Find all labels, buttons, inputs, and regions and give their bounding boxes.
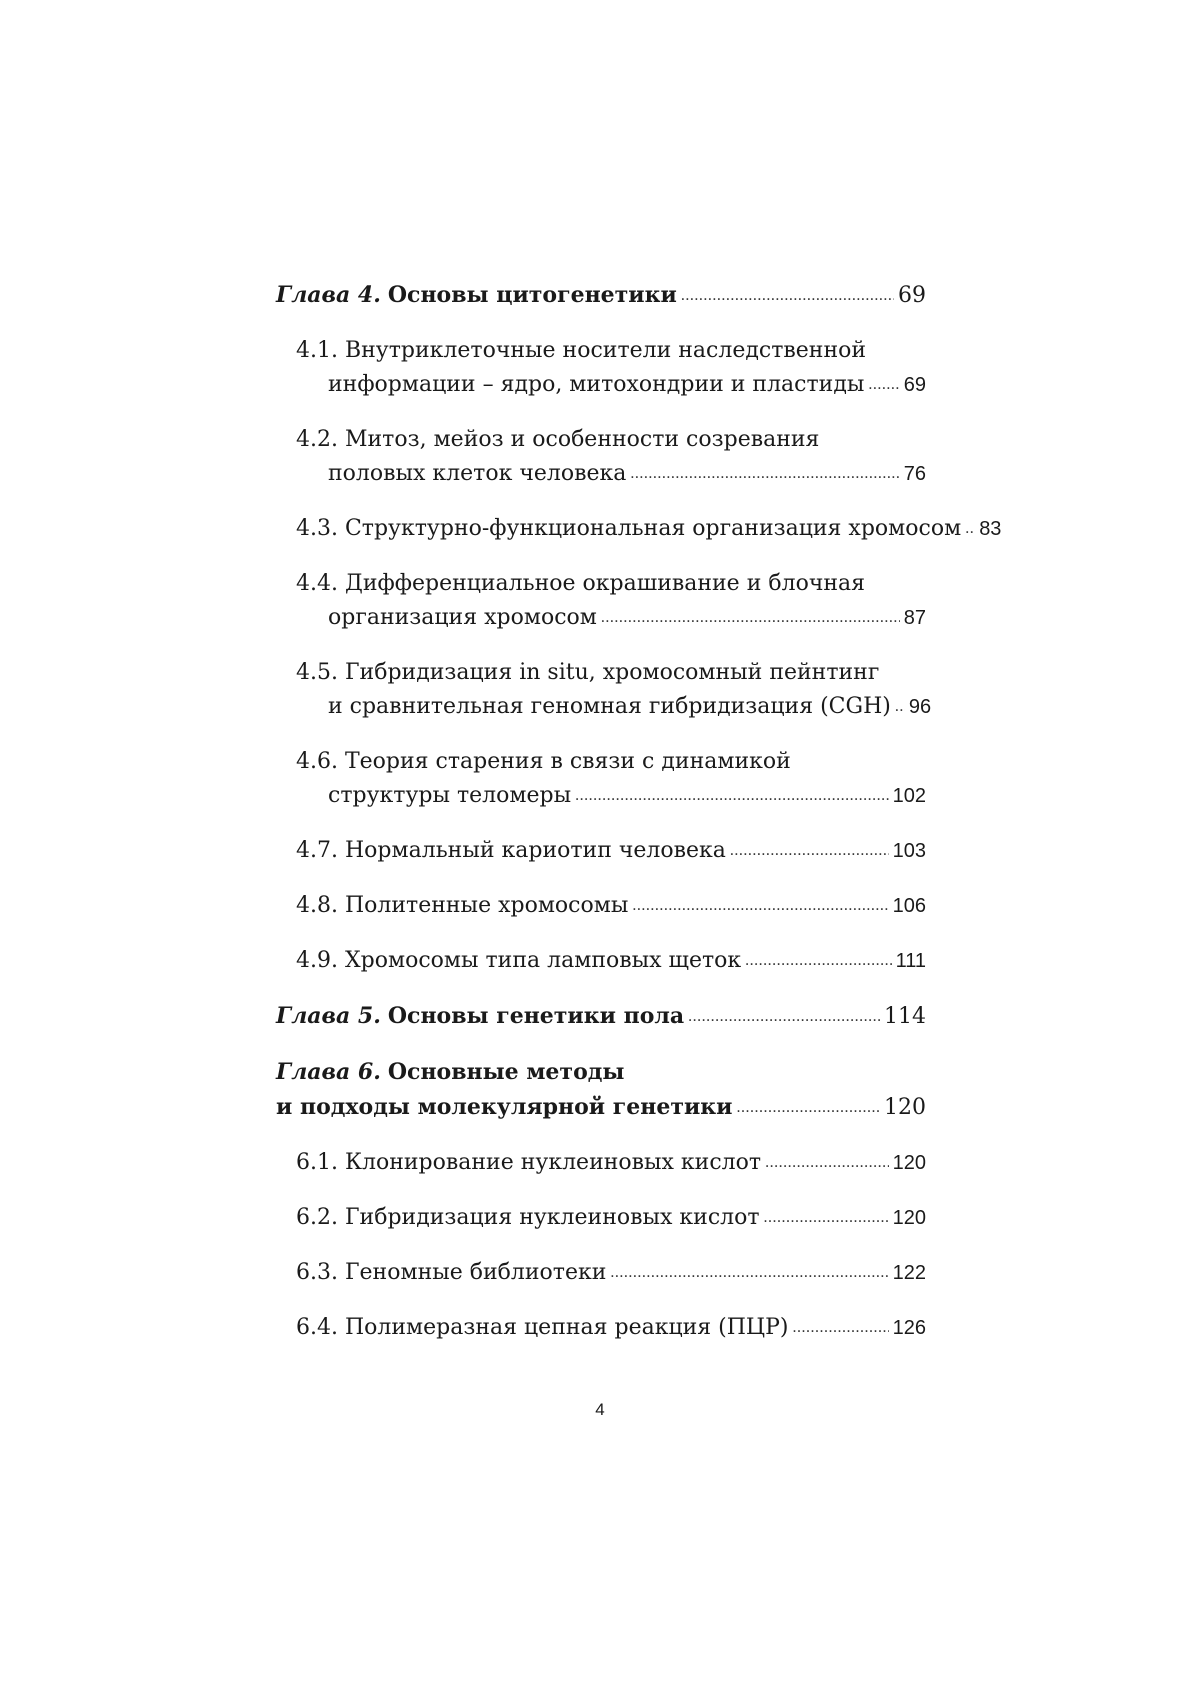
toc-section-4-4[interactable] xyxy=(276,567,926,637)
toc-section-4-2[interactable] xyxy=(276,423,926,493)
page-ref: 120 xyxy=(892,1152,926,1174)
section-title: 6.3. Геномные библиотеки xyxy=(296,1260,607,1285)
section-title-line1: 4.5. Гибридизация in situ, хромосомный пейнтинг xyxy=(296,660,880,685)
page-ref: 126 xyxy=(892,1317,926,1339)
dot-leader xyxy=(630,455,899,491)
page-ref: 69 xyxy=(898,283,926,308)
section-title-line1: 4.6. Теория старения в связи с динамикой xyxy=(296,749,791,774)
toc-chapter-6[interactable] xyxy=(276,1055,926,1127)
dot-leader xyxy=(730,832,889,868)
section-title-line2: и сравнительная геномная гибридизация (CGH) xyxy=(328,694,891,719)
page-ref: 96 xyxy=(908,696,932,718)
toc-chapter-5[interactable] xyxy=(276,999,926,1036)
chapter-label: Глава 5. xyxy=(276,1003,381,1029)
chapter-title-line2: и подходы молекулярной генетики xyxy=(276,1094,733,1120)
dot-leader xyxy=(575,777,889,813)
dot-leader xyxy=(868,366,899,402)
section-title: 6.1. Клонирование нуклеиновых кислот xyxy=(296,1150,762,1175)
dot-leader xyxy=(965,510,975,546)
dot-leader xyxy=(793,1309,889,1345)
toc-section-4-6[interactable] xyxy=(276,745,926,815)
section-title-line2: половых клеток человека xyxy=(328,461,627,486)
page-ref: 111 xyxy=(895,950,926,972)
section-title-line1: 4.1. Внутриклеточные носители наследственной xyxy=(296,338,867,363)
section-title-line2: структуры теломеры xyxy=(328,783,572,808)
dot-leader xyxy=(610,1254,888,1290)
section-title: 4.3. Структурно-функциональная организация хромосом xyxy=(296,516,962,541)
page-ref: 103 xyxy=(892,840,926,862)
toc-chapter-4[interactable] xyxy=(276,278,926,315)
section-title-line1: 4.2. Митоз, мейоз и особенности созревания xyxy=(296,427,820,452)
dot-leader xyxy=(601,599,900,635)
chapter-title: Основы цитогенетики xyxy=(387,282,677,308)
section-title: 4.9. Хромосомы типа ламповых щеток xyxy=(296,948,742,973)
dot-leader xyxy=(681,277,894,313)
toc-section-6-4[interactable] xyxy=(276,1311,926,1347)
chapter-title: Основы генетики пола xyxy=(387,1003,685,1029)
page-ref: 122 xyxy=(892,1262,926,1284)
section-title: 6.4. Полимеразная цепная реакция (ПЦР) xyxy=(296,1315,789,1340)
page-ref: 114 xyxy=(884,1004,926,1029)
page-ref: 120 xyxy=(892,1207,926,1229)
toc-section-4-9[interactable] xyxy=(276,944,926,980)
toc-section-6-2[interactable] xyxy=(276,1201,926,1237)
section-title: 4.7. Нормальный кариотип человека xyxy=(296,838,726,863)
toc-section-6-1[interactable] xyxy=(276,1146,926,1182)
section-title-line1: 4.4. Дифференциальное окрашивание и блочная xyxy=(296,571,866,596)
table-of-contents xyxy=(276,278,1002,1366)
page-ref: 106 xyxy=(892,895,926,917)
page-ref: 102 xyxy=(892,785,926,807)
dot-leader xyxy=(764,1199,889,1235)
toc-section-4-1[interactable] xyxy=(276,334,926,404)
toc-section-4-8[interactable] xyxy=(276,889,926,925)
dot-leader xyxy=(736,1089,880,1125)
page-ref: 120 xyxy=(884,1095,926,1120)
section-title: 6.2. Гибридизация нуклеиновых кислот xyxy=(296,1205,760,1230)
dot-leader xyxy=(632,887,888,923)
chapter-label: Глава 4. xyxy=(276,282,381,308)
section-title-line2: организация хромосом xyxy=(328,605,597,630)
page-ref: 69 xyxy=(903,374,926,396)
dot-leader xyxy=(745,942,891,978)
toc-section-6-3[interactable] xyxy=(276,1256,926,1292)
dot-leader xyxy=(765,1144,889,1180)
chapter-title-line1: Основные методы xyxy=(387,1059,625,1085)
toc-section-4-7[interactable] xyxy=(276,834,926,870)
chapter-label: Глава 6. xyxy=(276,1059,381,1085)
dot-leader xyxy=(895,688,905,724)
section-title: 4.8. Политенные хромосомы xyxy=(296,893,629,918)
toc-section-4-5[interactable] xyxy=(276,656,932,726)
page-ref: 83 xyxy=(979,518,1002,540)
page-number: 4 xyxy=(595,1400,605,1419)
dot-leader xyxy=(688,998,880,1034)
page-ref: 76 xyxy=(903,463,926,485)
toc-section-4-3[interactable] xyxy=(276,512,1002,548)
section-title-line2: информации – ядро, митохондрии и пластиды xyxy=(328,372,865,397)
page-ref: 87 xyxy=(903,607,926,629)
